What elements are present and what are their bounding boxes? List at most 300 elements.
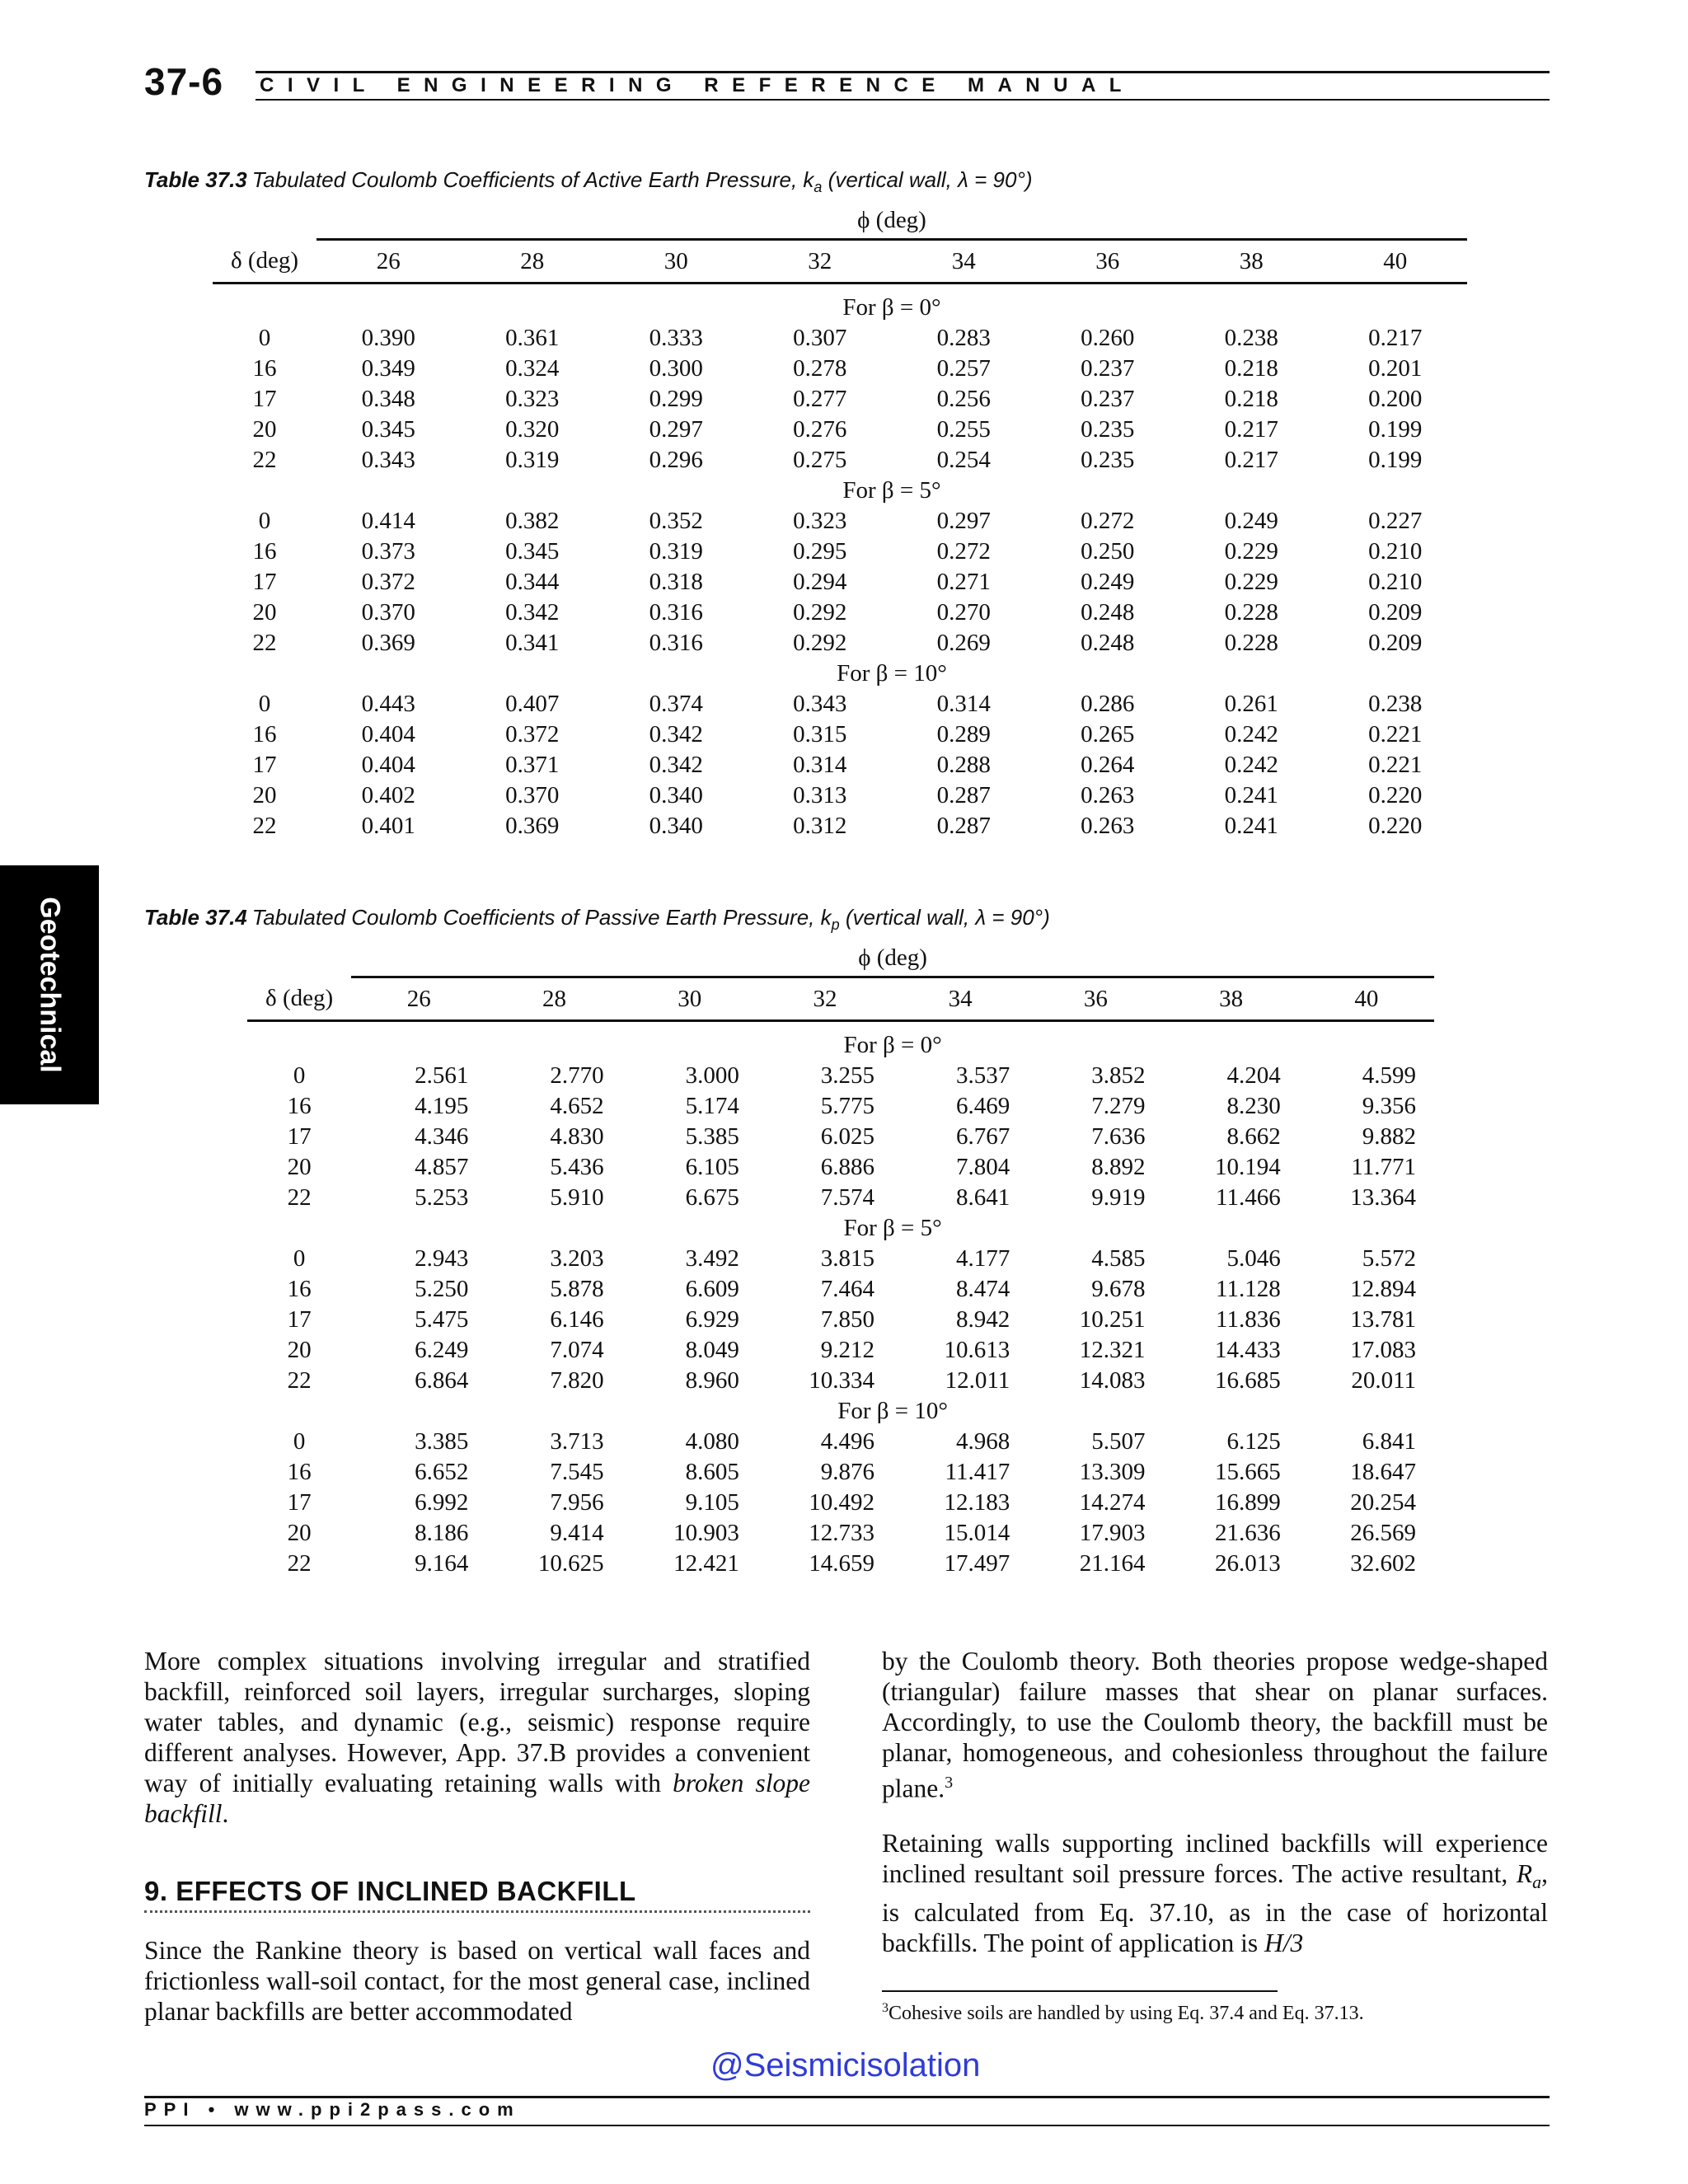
footer-publisher: PPI • www.ppi2pass.com [144, 2099, 521, 2120]
phi-column-header: 28 [486, 977, 621, 1021]
coefficient-cell: 0.294 [793, 569, 847, 595]
coefficient-cell: 0.261 [1224, 691, 1278, 717]
coefficient-cell: 0.286 [1081, 691, 1135, 717]
phi-column-header: 40 [1299, 977, 1434, 1021]
coefficient-cell: 0.249 [1224, 508, 1278, 534]
coefficient-cell: 0.402 [361, 782, 415, 808]
coefficient-cell: 9.882 [1362, 1123, 1416, 1150]
phi-column-header: 34 [892, 240, 1036, 284]
blank-cell [247, 1213, 351, 1244]
table-row [213, 537, 1467, 567]
coefficient-cell: 10.251 [1079, 1306, 1146, 1333]
delta-cell: 20 [252, 782, 277, 808]
coefficient-cell: 0.374 [649, 691, 703, 717]
table-label: Table 37.3 [144, 167, 247, 192]
blank-cell [213, 658, 316, 689]
caption-text: Tabulated Coulomb Coefficients of Active Earth Pressure, k [251, 167, 814, 192]
phi-column-header: 38 [1179, 240, 1324, 284]
coefficient-cell: 0.390 [361, 325, 415, 351]
coefficient-cell: 0.260 [1081, 325, 1135, 351]
coefficient-cell: 9.164 [415, 1550, 469, 1577]
caption-end: (vertical wall, λ = 90°) [839, 905, 1050, 930]
table-row [247, 1091, 1434, 1122]
table-row [213, 689, 1467, 719]
coefficient-cell: 0.221 [1368, 752, 1423, 778]
coefficient-cell: 0.348 [361, 386, 415, 412]
coefficient-cell: 7.636 [1091, 1123, 1146, 1150]
coefficient-cell: 7.820 [550, 1367, 604, 1394]
coefficient-cell: 5.878 [550, 1276, 604, 1302]
left-column-para-1 [144, 1646, 810, 1829]
delta-cell: 17 [287, 1306, 312, 1333]
delta-cell: 17 [252, 386, 277, 412]
coefficient-cell: 0.341 [505, 630, 560, 656]
coefficient-cell: 6.841 [1362, 1428, 1416, 1455]
coefficient-cell: 18.647 [1350, 1459, 1416, 1485]
table-row [213, 811, 1467, 841]
coefficient-cell: 0.227 [1368, 508, 1423, 534]
coefficient-cell: 2.943 [415, 1245, 469, 1272]
table-row [247, 1244, 1434, 1274]
coefficient-cell: 0.297 [936, 508, 991, 534]
coefficient-cell: 8.605 [685, 1459, 739, 1485]
coefficient-cell: 0.238 [1224, 325, 1278, 351]
coefficient-cell: 0.342 [649, 721, 703, 748]
header-rule-top [256, 71, 1550, 73]
coefficient-cell: 0.296 [649, 447, 703, 473]
phi-header: ϕ (deg) [351, 940, 1434, 977]
coefficient-cell: 9.876 [820, 1459, 875, 1485]
coefficient-cell: 0.342 [505, 599, 560, 626]
table-row [247, 1274, 1434, 1305]
footnote [882, 2001, 1364, 2025]
coefficient-cell: 0.369 [361, 630, 415, 656]
coefficient-cell: 0.242 [1224, 752, 1278, 778]
coefficient-cell: 0.235 [1081, 416, 1135, 443]
footnote-ref: 3 [945, 1774, 954, 1792]
beta-group-label: For β = 5° [843, 1215, 942, 1241]
coefficient-cell: 15.665 [1214, 1459, 1281, 1485]
coefficient-cell: 0.333 [649, 325, 703, 351]
coefficient-cell: 0.373 [361, 538, 415, 565]
coefficient-cell: 0.220 [1368, 813, 1423, 839]
coefficient-cell: 0.242 [1224, 721, 1278, 748]
coefficient-cell: 0.272 [936, 538, 991, 565]
coefficient-cell: 9.105 [685, 1489, 739, 1516]
coefficient-cell: 0.220 [1368, 782, 1423, 808]
coefficient-cell: 0.272 [1081, 508, 1135, 534]
caption-subscript: p [831, 916, 840, 934]
blank-cell [247, 1030, 351, 1061]
coefficient-cell: 0.277 [793, 386, 847, 412]
coefficient-cell: 3.852 [1091, 1062, 1146, 1089]
coefficient-cell: 6.864 [415, 1367, 469, 1394]
coefficient-cell: 0.265 [1081, 721, 1135, 748]
coefficient-cell: 0.316 [649, 630, 703, 656]
delta-cell: 20 [287, 1520, 312, 1546]
coefficient-cell: 4.204 [1226, 1062, 1281, 1089]
coefficient-cell: 12.733 [809, 1520, 875, 1546]
coefficient-cell: 10.334 [809, 1367, 875, 1394]
coefficient-cell: 5.572 [1362, 1245, 1416, 1272]
phi-column-header: 26 [351, 977, 486, 1021]
coefficient-cell: 0.292 [793, 599, 847, 626]
coefficient-cell: 0.218 [1224, 386, 1278, 412]
table-row [213, 354, 1467, 384]
delta-cell: 17 [287, 1489, 312, 1516]
coefficient-cell: 14.659 [809, 1550, 875, 1577]
para-text: by the Coulomb theory. Both theories propose wedge-shaped (triangular) failure masses that shear on planar surfaces. Accordingly, to use the Coulomb theory, the backfill must be planar, homogeneous, and cohesionless throughout the failure plane. [882, 1647, 1548, 1803]
coefficient-cell: 3.492 [685, 1245, 739, 1272]
side-tab-label: Geotechnical [34, 897, 66, 1073]
coefficient-cell: 0.345 [361, 416, 415, 443]
coefficient-cell: 0.254 [936, 447, 991, 473]
coefficient-cell: 0.324 [505, 355, 560, 382]
coefficient-cell: 21.636 [1214, 1520, 1281, 1546]
delta-cell: 22 [252, 813, 277, 839]
coefficient-cell: 0.209 [1368, 599, 1423, 626]
caption-end: (vertical wall, λ = 90°) [822, 167, 1033, 192]
delta-cell: 22 [252, 630, 277, 656]
coefficient-cell: 0.312 [793, 813, 847, 839]
delta-cell: 0 [258, 691, 271, 717]
coefficient-cell: 0.257 [936, 355, 991, 382]
coefficient-cell: 0.323 [793, 508, 847, 534]
coefficient-cell: 0.255 [936, 416, 991, 443]
table-row [247, 1366, 1434, 1396]
table-row [213, 567, 1467, 598]
coefficient-cell: 0.352 [649, 508, 703, 534]
coefficient-cell: 0.256 [936, 386, 991, 412]
delta-cell: 16 [287, 1459, 312, 1485]
coefficient-cell: 21.164 [1079, 1550, 1146, 1577]
delta-cell: 20 [287, 1154, 312, 1180]
coefficient-cell: 0.345 [505, 538, 560, 565]
passive-pressure-table [247, 940, 1434, 1579]
coefficient-cell: 5.775 [820, 1093, 875, 1119]
coefficient-cell: 6.125 [1226, 1428, 1281, 1455]
coefficient-cell: 10.492 [809, 1489, 875, 1516]
phi-column-header: 34 [893, 977, 1028, 1021]
coefficient-cell: 0.209 [1368, 630, 1423, 656]
coefficient-cell: 0.228 [1224, 599, 1278, 626]
coefficient-cell: 6.609 [685, 1276, 739, 1302]
table-row [247, 1518, 1434, 1549]
coefficient-cell: 0.319 [505, 447, 560, 473]
coefficient-cell: 0.314 [793, 752, 847, 778]
table-row [247, 1122, 1434, 1152]
coefficient-cell: 7.574 [820, 1184, 875, 1211]
delta-cell: 16 [252, 355, 277, 382]
coefficient-cell: 4.496 [820, 1428, 875, 1455]
coefficient-cell: 0.249 [1081, 569, 1135, 595]
right-column-para-2 [882, 1828, 1548, 1958]
delta-cell: 0 [293, 1428, 306, 1455]
coefficient-cell: 17.903 [1079, 1520, 1146, 1546]
coefficient-cell: 8.960 [685, 1367, 739, 1394]
coefficient-cell: 0.287 [936, 782, 991, 808]
variable-R: R [1516, 1859, 1533, 1888]
para-text: Since the Rankine theory is based on vertical wall faces and frictionless wall-soil contact, for the most general case, inclined planar backfills are better accommodated [144, 1936, 810, 2026]
coefficient-cell: 11.466 [1216, 1184, 1281, 1211]
coefficient-cell: 9.678 [1091, 1276, 1146, 1302]
delta-cell: 22 [287, 1550, 312, 1577]
beta-group-label: For β = 10° [837, 660, 947, 687]
table-row [213, 750, 1467, 780]
coefficient-cell: 5.910 [550, 1184, 604, 1211]
footnote-mark: 3 [882, 2001, 889, 2015]
coefficient-cell: 10.903 [673, 1520, 739, 1546]
coefficient-cell: 0.287 [936, 813, 991, 839]
coefficient-cell: 0.289 [936, 721, 991, 748]
coefficient-cell: 3.815 [820, 1245, 875, 1272]
coefficient-cell: 5.385 [685, 1123, 739, 1150]
page-number: 37-6 [144, 60, 224, 103]
coefficient-cell: 16.685 [1214, 1367, 1281, 1394]
coefficient-cell: 6.025 [820, 1123, 875, 1150]
coefficient-cell: 0.264 [1081, 752, 1135, 778]
coefficient-cell: 12.894 [1350, 1276, 1416, 1302]
coefficient-cell: 0.241 [1224, 813, 1278, 839]
table-row [213, 628, 1467, 658]
table-row [247, 1549, 1434, 1579]
coefficient-cell: 0.297 [649, 416, 703, 443]
coefficient-cell: 0.200 [1368, 386, 1423, 412]
coefficient-cell: 0.263 [1081, 813, 1135, 839]
coefficient-cell: 0.340 [649, 813, 703, 839]
coefficient-cell: 6.992 [415, 1489, 469, 1516]
coefficient-cell: 0.319 [649, 538, 703, 565]
para-text-mid: , is calculated from Eq. 37.10, as in the case of horizontal backfills. The point of application is [882, 1859, 1548, 1958]
table-row [247, 1305, 1434, 1335]
beta-group-label: For β = 5° [842, 477, 941, 504]
coefficient-cell: 0.248 [1081, 630, 1135, 656]
table-row [213, 415, 1467, 445]
table-37-4-caption [144, 905, 1050, 934]
coefficient-cell: 0.235 [1081, 447, 1135, 473]
coefficient-cell: 12.011 [945, 1367, 1010, 1394]
coefficient-cell: 15.014 [944, 1520, 1010, 1546]
coefficient-cell: 0.342 [649, 752, 703, 778]
coefficient-cell: 0.269 [936, 630, 991, 656]
coefficient-cell: 4.346 [415, 1123, 469, 1150]
coefficient-cell: 0.237 [1081, 355, 1135, 382]
coefficient-cell: 17.497 [944, 1550, 1010, 1577]
coefficient-cell: 0.217 [1224, 447, 1278, 473]
coefficient-cell: 0.320 [505, 416, 560, 443]
delta-cell: 16 [287, 1093, 312, 1119]
coefficient-cell: 7.850 [820, 1306, 875, 1333]
blank-cell [247, 940, 351, 977]
delta-cell: 22 [287, 1367, 312, 1394]
coefficient-cell: 6.469 [956, 1093, 1010, 1119]
coefficient-cell: 14.433 [1214, 1337, 1281, 1363]
coefficient-cell: 0.404 [361, 752, 415, 778]
coefficient-cell: 0.318 [649, 569, 703, 595]
coefficient-cell: 3.000 [685, 1062, 739, 1089]
coefficient-cell: 6.249 [415, 1337, 469, 1363]
coefficient-cell: 6.146 [550, 1306, 604, 1333]
coefficient-cell: 0.217 [1368, 325, 1423, 351]
coefficient-cell: 0.299 [649, 386, 703, 412]
coefficient-cell: 12.321 [1079, 1337, 1146, 1363]
coefficient-cell: 0.414 [361, 508, 415, 534]
coefficient-cell: 0.229 [1224, 538, 1278, 565]
coefficient-cell: 26.569 [1350, 1520, 1416, 1546]
coefficient-cell: 11.128 [1216, 1276, 1281, 1302]
coefficient-cell: 20.254 [1350, 1489, 1416, 1516]
coefficient-cell: 0.295 [793, 538, 847, 565]
coefficient-cell: 0.221 [1368, 721, 1423, 748]
delta-cell: 22 [287, 1184, 312, 1211]
coefficient-cell: 10.194 [1214, 1154, 1281, 1180]
coefficient-cell: 0.349 [361, 355, 415, 382]
coefficient-cell: 0.201 [1368, 355, 1423, 382]
coefficient-cell: 5.046 [1226, 1245, 1281, 1272]
delta-cell: 17 [252, 569, 277, 595]
coefficient-cell: 0.344 [505, 569, 560, 595]
coefficient-cell: 0.271 [936, 569, 991, 595]
caption-subscript: a [814, 179, 823, 196]
delta-cell: 0 [293, 1245, 306, 1272]
table-label: Table 37.4 [144, 905, 247, 930]
coefficient-cell: 0.370 [361, 599, 415, 626]
para-text: More complex situations involving irregular and stratified backfill, reinforced soil layers, irregular surcharges, sloping water tables, and dynamic (e.g., seismic) response require different analyses. However, App. 37.B provides a convenient way of initially evaluating retaining walls with [144, 1647, 810, 1797]
coefficient-cell: 0.217 [1224, 416, 1278, 443]
coefficient-cell: 8.230 [1226, 1093, 1281, 1119]
delta-cell: 16 [252, 721, 277, 748]
coefficient-cell: 0.248 [1081, 599, 1135, 626]
coefficient-cell: 6.767 [956, 1123, 1010, 1150]
delta-cell: 0 [258, 508, 271, 534]
phi-column-header: 32 [757, 977, 893, 1021]
manual-title: CIVIL ENGINEERING REFERENCE MANUAL [260, 74, 1135, 96]
delta-cell: 0 [293, 1062, 306, 1089]
coefficient-cell: 7.804 [956, 1154, 1010, 1180]
coefficient-cell: 2.770 [550, 1062, 604, 1089]
coefficient-cell: 8.186 [415, 1520, 469, 1546]
coefficient-cell: 5.253 [415, 1184, 469, 1211]
right-column-para-1 [882, 1646, 1548, 1804]
footer-rule-top [144, 2096, 1550, 2098]
coefficient-cell: 3.713 [550, 1428, 604, 1455]
coefficient-cell: 0.407 [505, 691, 560, 717]
coefficient-cell: 3.537 [956, 1062, 1010, 1089]
coefficient-cell: 8.641 [956, 1184, 1010, 1211]
table-row [247, 1335, 1434, 1366]
phi-column-header: 38 [1163, 977, 1298, 1021]
coefficient-cell: 4.652 [550, 1093, 604, 1119]
table-row [213, 598, 1467, 628]
section-heading-rule [144, 1910, 810, 1913]
coefficient-cell: 0.369 [505, 813, 560, 839]
section-side-tab [0, 865, 99, 1104]
coefficient-cell: 5.507 [1091, 1428, 1146, 1455]
coefficient-cell: 0.316 [649, 599, 703, 626]
phi-column-header: 32 [748, 240, 893, 284]
coefficient-cell: 3.203 [550, 1245, 604, 1272]
coefficient-cell: 7.956 [550, 1489, 604, 1516]
coefficient-cell: 8.942 [956, 1306, 1010, 1333]
coefficient-cell: 0.443 [361, 691, 415, 717]
para-text: Retaining walls supporting inclined backfills will experience inclined resultant soil pressure forces. The active resultant, [882, 1829, 1548, 1888]
coefficient-cell: 4.857 [415, 1154, 469, 1180]
table-row [213, 506, 1467, 537]
coefficient-cell: 11.417 [945, 1459, 1010, 1485]
coefficient-cell: 14.083 [1079, 1367, 1146, 1394]
coefficient-cell: 4.830 [550, 1123, 604, 1150]
footer-rule-bottom [144, 2125, 1550, 2126]
beta-group-label: For β = 10° [837, 1398, 948, 1424]
table-row [213, 780, 1467, 811]
coefficient-cell: 0.372 [361, 569, 415, 595]
table-row [213, 384, 1467, 415]
coefficient-cell: 9.356 [1362, 1093, 1416, 1119]
watermark: @Seismicisolation [710, 2047, 981, 2083]
coefficient-cell: 7.074 [550, 1337, 604, 1363]
coefficient-cell: 0.199 [1368, 416, 1423, 443]
coefficient-cell: 5.250 [415, 1276, 469, 1302]
coefficient-cell: 26.013 [1214, 1550, 1281, 1577]
coefficient-cell: 0.250 [1081, 538, 1135, 565]
coefficient-cell: 3.255 [820, 1062, 875, 1089]
coefficient-cell: 4.585 [1091, 1245, 1146, 1272]
left-column-para-2 [144, 1935, 810, 2027]
section-heading: 9. EFFECTS OF INCLINED BACKFILL [144, 1876, 636, 1906]
coefficient-cell: 3.385 [415, 1428, 469, 1455]
coefficient-cell: 4.968 [956, 1428, 1010, 1455]
coefficient-cell: 7.545 [550, 1459, 604, 1485]
coefficient-cell: 13.781 [1350, 1306, 1416, 1333]
coefficient-cell: 4.177 [956, 1245, 1010, 1272]
phi-column-header: 26 [316, 240, 461, 284]
delta-cell: 16 [287, 1276, 312, 1302]
coefficient-cell: 7.279 [1091, 1093, 1146, 1119]
coefficient-cell: 6.652 [415, 1459, 469, 1485]
coefficient-cell: 0.361 [505, 325, 560, 351]
coefficient-cell: 4.080 [685, 1428, 739, 1455]
phi-column-header: 36 [1028, 977, 1163, 1021]
blank-cell [213, 293, 316, 323]
delta-cell: 0 [258, 325, 271, 351]
coefficient-cell: 0.237 [1081, 386, 1135, 412]
coefficient-cell: 0.300 [649, 355, 703, 382]
coefficient-cell: 0.343 [793, 691, 847, 717]
coefficient-cell: 0.382 [505, 508, 560, 534]
coefficient-cell: 0.313 [793, 782, 847, 808]
phi-column-header: 36 [1036, 240, 1180, 284]
table-row [247, 1488, 1434, 1518]
coefficient-cell: 6.886 [820, 1154, 875, 1180]
coefficient-cell: 8.474 [956, 1276, 1010, 1302]
coefficient-cell: 5.174 [685, 1093, 739, 1119]
emphasis-text: broken slope backfill [144, 1769, 810, 1828]
delta-header: δ (deg) [247, 977, 351, 1021]
delta-cell: 17 [252, 752, 277, 778]
coefficient-cell: 8.662 [1226, 1123, 1281, 1150]
coefficient-cell: 0.270 [936, 599, 991, 626]
phi-column-header: 30 [622, 977, 757, 1021]
table-row [213, 323, 1467, 354]
coefficient-cell: 0.275 [793, 447, 847, 473]
table-row [247, 1183, 1434, 1213]
coefficient-cell: 0.307 [793, 325, 847, 351]
coefficient-cell: 0.404 [361, 721, 415, 748]
phi-header: ϕ (deg) [316, 202, 1467, 240]
delta-cell: 17 [287, 1123, 312, 1150]
coefficient-cell: 0.401 [361, 813, 415, 839]
variable-subscript: a [1532, 1872, 1542, 1893]
